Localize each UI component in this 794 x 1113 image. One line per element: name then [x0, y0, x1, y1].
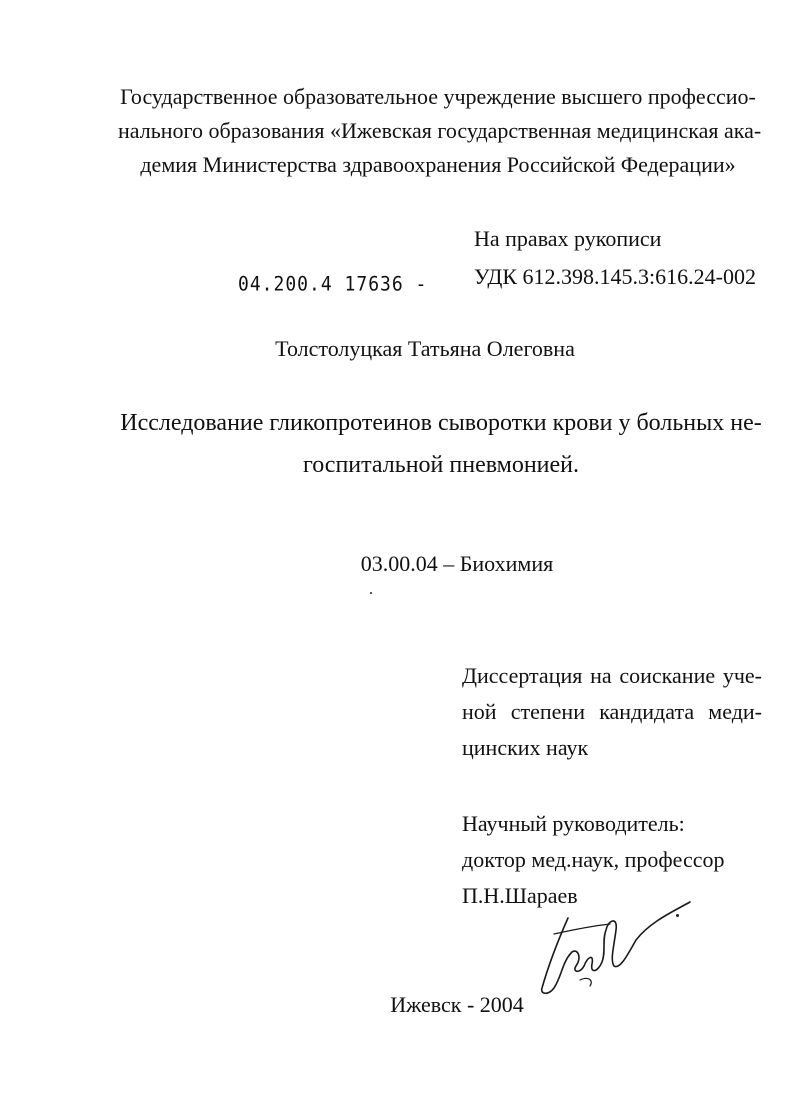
author-name: Толстолуцкая Татьяна Олеговна — [275, 336, 575, 361]
supervisor-heading: Научный руководитель: — [462, 811, 685, 836]
dissertation-title — [100, 402, 782, 486]
supervisor-degree: доктор мед.наук, профессор — [462, 847, 725, 872]
dissertation-degree-block — [462, 658, 762, 766]
city-and-year: Ижевск - 2004 — [390, 992, 524, 1017]
title-line: госпитальной пневмонией. — [302, 452, 580, 478]
institution-line: демия Министерства здравоохранения Российской Федерации» — [140, 152, 736, 177]
degree-line: Диссертация на соискание уче- — [462, 663, 762, 688]
registration-stamp: 04.200.4 17636 - — [238, 273, 428, 297]
degree-line: ной степени кандидата меди- — [462, 699, 762, 724]
udk-code: УДК 612.398.145.3:616.24-002 — [474, 264, 756, 289]
institution-line: нального образования «Ижевская государственная медицинская ака- — [118, 118, 762, 143]
specialty-code: 03.00.04 – Биохимия — [360, 551, 554, 576]
title-line: Исследование гликопротеинов сыворотки крови у больных не- — [120, 410, 762, 436]
institution-line: Государственное образовательное учреждение высшего профессио- — [120, 84, 756, 109]
manuscript-rights-note: На правах рукописи — [474, 226, 662, 251]
degree-line: цинских наук — [462, 735, 589, 760]
ink-speck — [370, 592, 372, 594]
institution-header — [118, 80, 762, 182]
supervisor-name: П.Н.Шараев — [462, 883, 578, 908]
ink-dot — [676, 914, 679, 917]
